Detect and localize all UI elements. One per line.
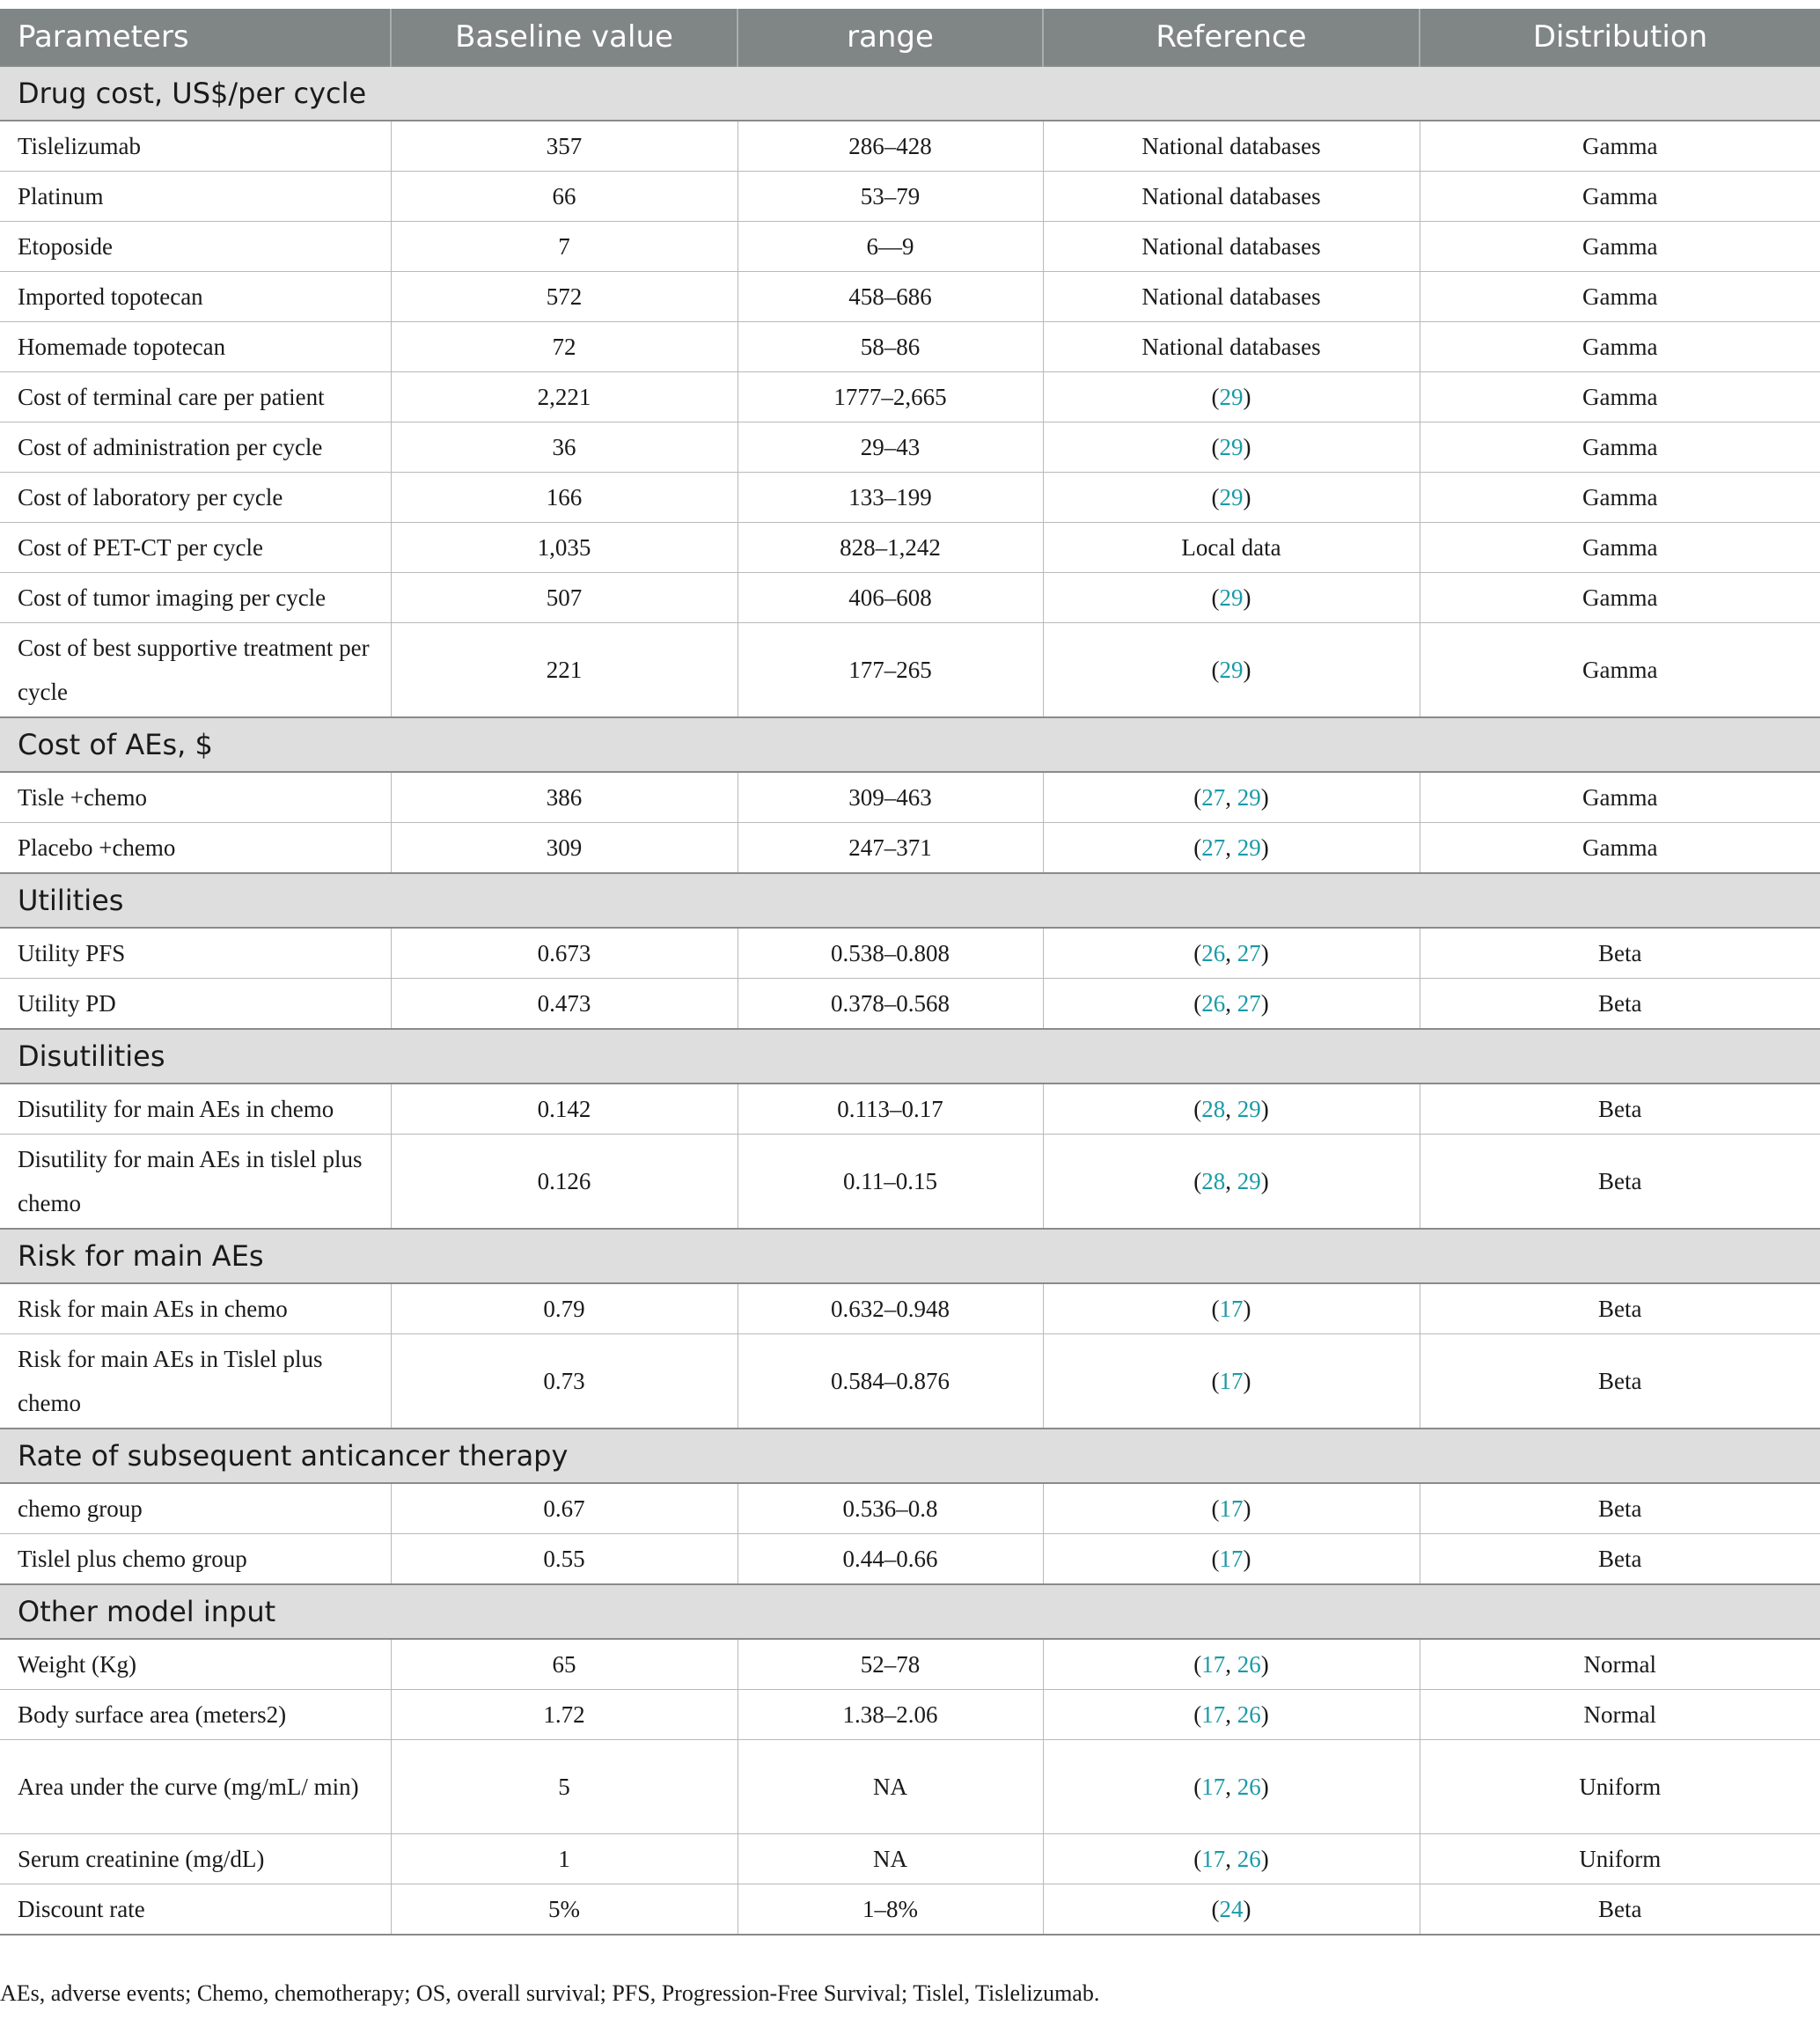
- cell-parameter: Imported topotecan: [0, 272, 391, 322]
- cell-distribution: Beta: [1420, 1283, 1820, 1334]
- cell-distribution: Beta: [1420, 1884, 1820, 1936]
- cell-reference: National databases: [1043, 222, 1420, 272]
- paren-open: (: [1211, 384, 1220, 410]
- paren-close: ): [1260, 1096, 1269, 1122]
- table-row: [0, 979, 1820, 1030]
- section-row: [0, 1584, 1820, 1639]
- cell-range: 1–8%: [738, 1884, 1043, 1936]
- cell-distribution: Uniform: [1420, 1834, 1820, 1884]
- cell-reference: Local data: [1043, 523, 1420, 573]
- cell-distribution: Beta: [1420, 1334, 1820, 1429]
- cell-baseline-value: 166: [391, 473, 738, 523]
- cell-reference: [1043, 979, 1420, 1030]
- reference-link[interactable]: 29: [1219, 584, 1244, 611]
- cell-parameter: Cost of administration per cycle: [0, 422, 391, 473]
- cell-range: 0.44–0.66: [738, 1534, 1043, 1585]
- cell-distribution: Gamma: [1420, 573, 1820, 623]
- table-row: [0, 573, 1820, 623]
- paren-close: ): [1260, 1651, 1269, 1678]
- paren-open: (: [1211, 1495, 1220, 1522]
- ref-separator: ,: [1225, 1846, 1237, 1872]
- cell-range: 0.584–0.876: [738, 1334, 1043, 1429]
- section-row: [0, 1229, 1820, 1283]
- cell-reference: [1043, 928, 1420, 979]
- cell-baseline-value: 357: [391, 121, 738, 172]
- reference-link[interactable]: 17: [1219, 1546, 1244, 1572]
- table-row: [0, 1283, 1820, 1334]
- reference-link[interactable]: 27: [1201, 834, 1226, 861]
- cell-parameter: Tislelizumab: [0, 121, 391, 172]
- reference-link[interactable]: 17: [1201, 1846, 1226, 1872]
- cell-reference: [1043, 1283, 1420, 1334]
- cell-range: 58–86: [738, 322, 1043, 372]
- table-footnote: AEs, adverse events; Chemo, chemotherapy; OS, overall survival; PFS, Progression-Free Survival; Tislel, Tislelizumab.: [0, 1980, 1100, 2006]
- cell-baseline-value: 72: [391, 322, 738, 372]
- paren-open: (: [1193, 1701, 1202, 1728]
- cell-baseline-value: 221: [391, 623, 738, 718]
- cell-baseline-value: 1.72: [391, 1690, 738, 1740]
- table-row: [0, 1740, 1820, 1834]
- cell-baseline-value: 36: [391, 422, 738, 473]
- cell-baseline-value: 386: [391, 772, 738, 823]
- header-range: range: [738, 9, 1043, 66]
- paren-open: (: [1211, 1546, 1220, 1572]
- table-row: [0, 1483, 1820, 1534]
- cell-reference: [1043, 1834, 1420, 1884]
- cell-baseline-value: 7: [391, 222, 738, 272]
- ref-separator: ,: [1225, 1096, 1237, 1122]
- paren-close: ): [1260, 940, 1269, 966]
- cell-parameter: Cost of laboratory per cycle: [0, 473, 391, 523]
- cell-distribution: Beta: [1420, 1534, 1820, 1585]
- cell-reference: [1043, 823, 1420, 874]
- reference-link[interactable]: 26: [1201, 990, 1226, 1017]
- section-title: Disutilities: [0, 1029, 1820, 1083]
- paren-open: (: [1193, 834, 1202, 861]
- cell-parameter: Cost of PET-CT per cycle: [0, 523, 391, 573]
- cell-baseline-value: 0.67: [391, 1483, 738, 1534]
- cell-parameter: Homemade topotecan: [0, 322, 391, 372]
- table-row: [0, 823, 1820, 874]
- cell-reference: [1043, 1135, 1420, 1230]
- reference-link[interactable]: 29: [1237, 834, 1261, 861]
- cell-range: 0.632–0.948: [738, 1283, 1043, 1334]
- cell-baseline-value: 572: [391, 272, 738, 322]
- table-row: [0, 1884, 1820, 1936]
- cell-reference: [1043, 1334, 1420, 1429]
- table-row: [0, 772, 1820, 823]
- cell-distribution: Gamma: [1420, 222, 1820, 272]
- cell-distribution: Beta: [1420, 1083, 1820, 1135]
- cell-parameter: Discount rate: [0, 1884, 391, 1936]
- cell-range: 29–43: [738, 422, 1043, 473]
- reference-link[interactable]: 17: [1201, 1651, 1226, 1678]
- ref-separator: ,: [1225, 1651, 1237, 1678]
- paren-open: (: [1193, 784, 1202, 811]
- reference-link[interactable]: 28: [1201, 1096, 1226, 1122]
- section-title: Rate of subsequent anticancer therapy: [0, 1429, 1820, 1483]
- cell-distribution: Normal: [1420, 1639, 1820, 1690]
- header-baseline-value: Baseline value: [391, 9, 738, 66]
- reference-link[interactable]: 24: [1219, 1896, 1244, 1922]
- cell-range: NA: [738, 1834, 1043, 1884]
- table-row: [0, 272, 1820, 322]
- cell-parameter: Platinum: [0, 172, 391, 222]
- cell-baseline-value: 0.673: [391, 928, 738, 979]
- cell-distribution: Beta: [1420, 928, 1820, 979]
- cell-distribution: Gamma: [1420, 121, 1820, 172]
- cell-range: NA: [738, 1740, 1043, 1834]
- cell-reference: [1043, 1534, 1420, 1585]
- cell-reference: [1043, 1639, 1420, 1690]
- paren-open: (: [1211, 484, 1220, 511]
- reference-link[interactable]: 17: [1201, 1774, 1226, 1800]
- table-row: [0, 1334, 1820, 1429]
- table-header: [0, 9, 1820, 66]
- parameters-table-container: [0, 9, 1820, 1936]
- table-row: [0, 1639, 1820, 1690]
- cell-distribution: Gamma: [1420, 322, 1820, 372]
- cell-reference: [1043, 1483, 1420, 1534]
- cell-distribution: Gamma: [1420, 623, 1820, 718]
- cell-range: 247–371: [738, 823, 1043, 874]
- cell-baseline-value: 1,035: [391, 523, 738, 573]
- paren-open: (: [1211, 1296, 1220, 1322]
- cell-distribution: Beta: [1420, 979, 1820, 1030]
- cell-distribution: Normal: [1420, 1690, 1820, 1740]
- cell-distribution: Beta: [1420, 1483, 1820, 1534]
- paren-close: ): [1260, 1168, 1269, 1194]
- section-row: [0, 873, 1820, 928]
- table-row: [0, 322, 1820, 372]
- paren-open: (: [1193, 1774, 1202, 1800]
- paren-open: (: [1193, 1846, 1202, 1872]
- cell-range: 0.11–0.15: [738, 1135, 1043, 1230]
- paren-open: (: [1193, 1168, 1202, 1194]
- cell-range: 6—9: [738, 222, 1043, 272]
- reference-link[interactable]: 17: [1219, 1368, 1244, 1394]
- table-row: [0, 422, 1820, 473]
- cell-parameter: Disutility for main AEs in tislel plus chemo: [0, 1135, 391, 1230]
- ref-separator: ,: [1225, 940, 1237, 966]
- cell-reference: [1043, 573, 1420, 623]
- cell-parameter: Tisle +chemo: [0, 772, 391, 823]
- paren-close: ): [1243, 1546, 1251, 1572]
- reference-link[interactable]: 29: [1237, 1168, 1261, 1194]
- section-row: [0, 66, 1820, 121]
- reference-link[interactable]: 26: [1237, 1651, 1261, 1678]
- paren-open: (: [1193, 940, 1202, 966]
- reference-link[interactable]: 17: [1201, 1701, 1226, 1728]
- paren-close: ): [1243, 434, 1251, 460]
- cell-parameter: Body surface area (meters2): [0, 1690, 391, 1740]
- table-row: [0, 928, 1820, 979]
- reference-link[interactable]: 29: [1237, 784, 1261, 811]
- cell-distribution: Gamma: [1420, 372, 1820, 422]
- cell-reference: [1043, 623, 1420, 718]
- table-row: [0, 372, 1820, 422]
- header-reference: Reference: [1043, 9, 1420, 66]
- cell-range: 309–463: [738, 772, 1043, 823]
- cell-reference: National databases: [1043, 172, 1420, 222]
- cell-reference: [1043, 473, 1420, 523]
- cell-baseline-value: 309: [391, 823, 738, 874]
- paren-close: ): [1260, 784, 1269, 811]
- reference-link[interactable]: 29: [1219, 434, 1244, 460]
- ref-separator: ,: [1225, 1774, 1237, 1800]
- section-title: Other model input: [0, 1584, 1820, 1639]
- table-row: [0, 1083, 1820, 1135]
- cell-range: 53–79: [738, 172, 1043, 222]
- cell-parameter: Cost of tumor imaging per cycle: [0, 573, 391, 623]
- cell-baseline-value: 0.126: [391, 1135, 738, 1230]
- reference-link[interactable]: 29: [1219, 384, 1244, 410]
- cell-parameter: Utility PD: [0, 979, 391, 1030]
- table-row: [0, 523, 1820, 573]
- section-title: Utilities: [0, 873, 1820, 928]
- cell-baseline-value: 65: [391, 1639, 738, 1690]
- cell-reference: [1043, 1884, 1420, 1936]
- cell-parameter: Area under the curve (mg/mL/ min): [0, 1740, 391, 1834]
- paren-open: (: [1211, 657, 1220, 683]
- cell-range: 177–265: [738, 623, 1043, 718]
- cell-reference: [1043, 1690, 1420, 1740]
- cell-parameter: Disutility for main AEs in chemo: [0, 1083, 391, 1135]
- reference-link[interactable]: 17: [1219, 1296, 1244, 1322]
- table-row: [0, 172, 1820, 222]
- table-row: [0, 1534, 1820, 1585]
- reference-link[interactable]: 17: [1219, 1495, 1244, 1522]
- section-title: Drug cost, US$/per cycle: [0, 66, 1820, 121]
- ref-separator: ,: [1225, 1701, 1237, 1728]
- ref-separator: ,: [1225, 1168, 1237, 1194]
- reference-link[interactable]: 29: [1219, 484, 1244, 511]
- cell-distribution: Gamma: [1420, 772, 1820, 823]
- cell-parameter: Serum creatinine (mg/dL): [0, 1834, 391, 1884]
- cell-distribution: Gamma: [1420, 422, 1820, 473]
- cell-baseline-value: 2,221: [391, 372, 738, 422]
- cell-reference: [1043, 1740, 1420, 1834]
- cell-reference: [1043, 772, 1420, 823]
- cell-parameter: Cost of best supportive treatment per cycle: [0, 623, 391, 718]
- reference-link[interactable]: 27: [1237, 990, 1261, 1017]
- cell-parameter: Tislel plus chemo group: [0, 1534, 391, 1585]
- paren-open: (: [1211, 584, 1220, 611]
- cell-distribution: Beta: [1420, 1135, 1820, 1230]
- table-row: [0, 623, 1820, 718]
- paren-close: ): [1260, 1774, 1269, 1800]
- reference-link[interactable]: 26: [1237, 1846, 1261, 1872]
- paren-close: ): [1260, 834, 1269, 861]
- paren-open: (: [1193, 1651, 1202, 1678]
- cell-range: 0.378–0.568: [738, 979, 1043, 1030]
- cell-distribution: Gamma: [1420, 523, 1820, 573]
- reference-link[interactable]: 28: [1201, 1168, 1226, 1194]
- cell-reference: [1043, 422, 1420, 473]
- reference-link[interactable]: 27: [1237, 940, 1261, 966]
- reference-link[interactable]: 29: [1219, 657, 1244, 683]
- table-row: [0, 473, 1820, 523]
- ref-separator: ,: [1225, 990, 1237, 1017]
- cell-distribution: Uniform: [1420, 1740, 1820, 1834]
- paren-close: ): [1260, 1701, 1269, 1728]
- cell-reference: [1043, 1083, 1420, 1135]
- cell-range: 52–78: [738, 1639, 1043, 1690]
- cell-range: 1.38–2.06: [738, 1690, 1043, 1740]
- paren-close: ): [1243, 1495, 1251, 1522]
- paren-open: (: [1211, 434, 1220, 460]
- paren-close: ): [1260, 990, 1269, 1017]
- cell-parameter: chemo group: [0, 1483, 391, 1534]
- cell-baseline-value: 0.73: [391, 1334, 738, 1429]
- paren-open: (: [1211, 1368, 1220, 1394]
- paren-open: (: [1193, 1096, 1202, 1122]
- paren-close: ): [1243, 657, 1251, 683]
- cell-range: 1777–2,665: [738, 372, 1043, 422]
- cell-parameter: Risk for main AEs in chemo: [0, 1283, 391, 1334]
- parameters-table: [0, 9, 1820, 1936]
- paren-close: ): [1243, 584, 1251, 611]
- cell-distribution: Gamma: [1420, 473, 1820, 523]
- cell-range: 0.113–0.17: [738, 1083, 1043, 1135]
- cell-range: 406–608: [738, 573, 1043, 623]
- cell-distribution: Gamma: [1420, 823, 1820, 874]
- paren-close: ): [1243, 484, 1251, 511]
- cell-range: 133–199: [738, 473, 1043, 523]
- header-distribution: Distribution: [1420, 9, 1820, 66]
- cell-baseline-value: 1: [391, 1834, 738, 1884]
- paren-close: ): [1243, 384, 1251, 410]
- cell-range: 0.536–0.8: [738, 1483, 1043, 1534]
- paren-close: ): [1243, 1896, 1251, 1922]
- cell-baseline-value: 0.79: [391, 1283, 738, 1334]
- table-row: [0, 1834, 1820, 1884]
- table-body: [0, 66, 1820, 1935]
- cell-parameter: Placebo +chemo: [0, 823, 391, 874]
- cell-range: 458–686: [738, 272, 1043, 322]
- paren-open: (: [1193, 990, 1202, 1017]
- cell-baseline-value: 5: [391, 1740, 738, 1834]
- paren-close: ): [1260, 1846, 1269, 1872]
- cell-baseline-value: 0.55: [391, 1534, 738, 1585]
- cell-baseline-value: 0.473: [391, 979, 738, 1030]
- paren-open: (: [1211, 1896, 1220, 1922]
- table-row: [0, 222, 1820, 272]
- reference-link[interactable]: 26: [1237, 1701, 1261, 1728]
- cell-parameter: Utility PFS: [0, 928, 391, 979]
- reference-link[interactable]: 29: [1237, 1096, 1261, 1122]
- cell-parameter: Weight (Kg): [0, 1639, 391, 1690]
- header-parameters: Parameters: [0, 9, 391, 66]
- cell-reference: [1043, 372, 1420, 422]
- cell-distribution: Gamma: [1420, 272, 1820, 322]
- section-row: [0, 1429, 1820, 1483]
- paren-close: ): [1243, 1296, 1251, 1322]
- cell-range: 0.538–0.808: [738, 928, 1043, 979]
- cell-baseline-value: 5%: [391, 1884, 738, 1936]
- cell-parameter: Risk for main AEs in Tislel plus chemo: [0, 1334, 391, 1429]
- reference-link[interactable]: 26: [1237, 1774, 1261, 1800]
- cell-reference: National databases: [1043, 322, 1420, 372]
- section-title: Risk for main AEs: [0, 1229, 1820, 1283]
- table-row: [0, 1690, 1820, 1740]
- cell-parameter: Cost of terminal care per patient: [0, 372, 391, 422]
- header-row: [0, 9, 1820, 66]
- cell-reference: National databases: [1043, 272, 1420, 322]
- section-title: Cost of AEs, $: [0, 717, 1820, 772]
- ref-separator: ,: [1225, 834, 1237, 861]
- reference-link[interactable]: 26: [1201, 940, 1226, 966]
- cell-parameter: Etoposide: [0, 222, 391, 272]
- paren-close: ): [1243, 1368, 1251, 1394]
- cell-baseline-value: 66: [391, 172, 738, 222]
- cell-reference: National databases: [1043, 121, 1420, 172]
- section-row: [0, 717, 1820, 772]
- cell-distribution: Gamma: [1420, 172, 1820, 222]
- cell-range: 286–428: [738, 121, 1043, 172]
- cell-baseline-value: 507: [391, 573, 738, 623]
- cell-baseline-value: 0.142: [391, 1083, 738, 1135]
- table-row: [0, 1135, 1820, 1230]
- reference-link[interactable]: 27: [1201, 784, 1226, 811]
- cell-range: 828–1,242: [738, 523, 1043, 573]
- table-row: [0, 121, 1820, 172]
- ref-separator: ,: [1225, 784, 1237, 811]
- section-row: [0, 1029, 1820, 1083]
